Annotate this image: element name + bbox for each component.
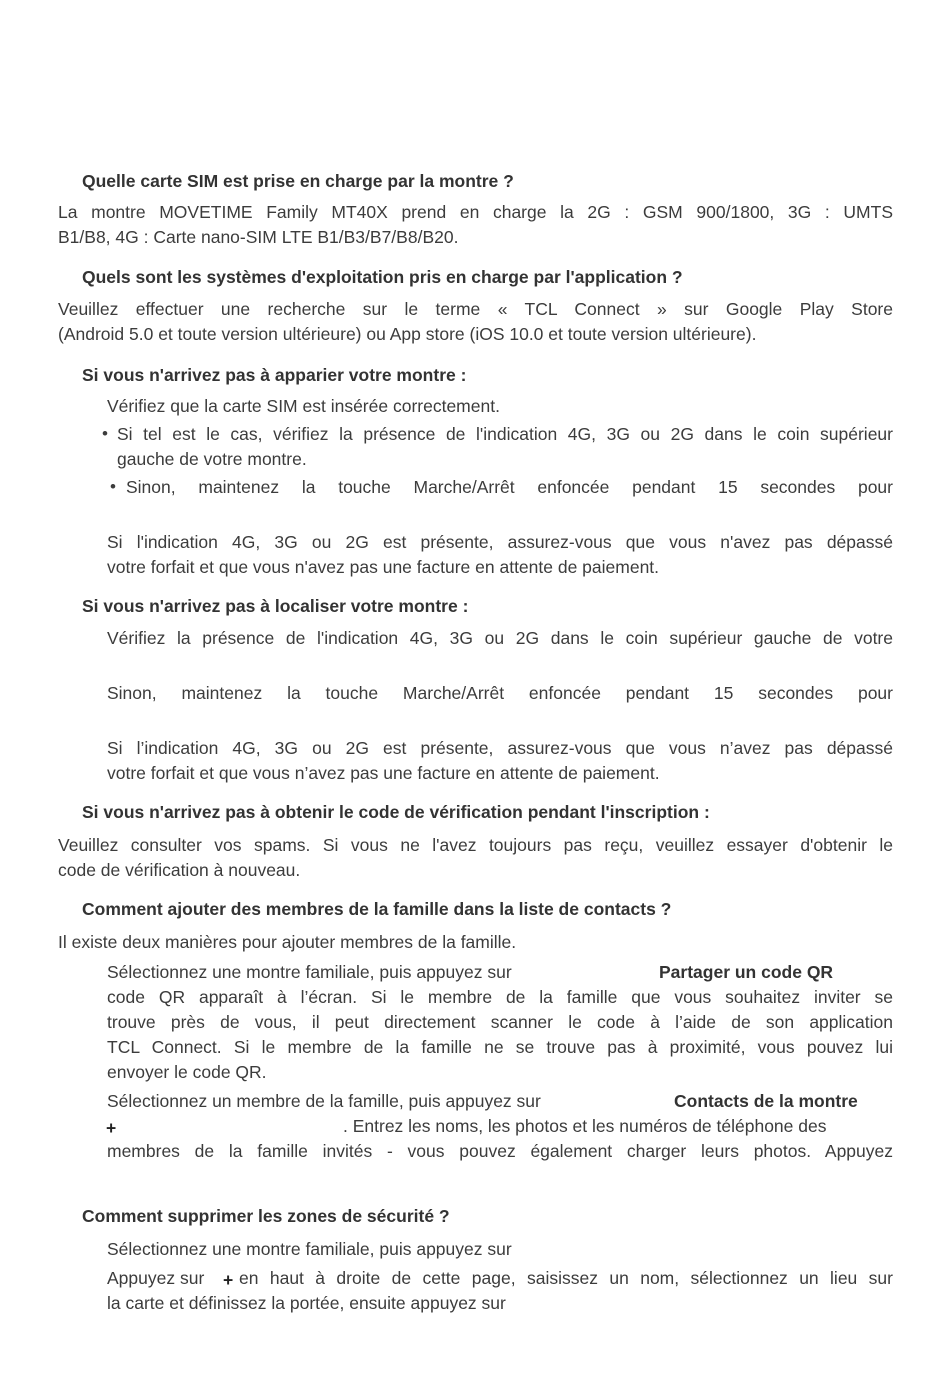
heading-safe-zones: Comment supprimer les zones de sécurité ? xyxy=(82,1206,450,1226)
zones-text-line: Appuyez sur xyxy=(107,1268,205,1288)
pairing-bullet-line: gauche de votre montre. xyxy=(117,449,307,469)
verification-text-line: code de vérification à nouveau. xyxy=(58,860,301,880)
os-text-line: (Android 5.0 et toute version ultérieure) ou App store (iOS 10.0 et toute version ultérieure). xyxy=(58,324,757,344)
family-method-a-line: trouve près de vous, il peut directement scanner le code à l’aide de son application xyxy=(107,1012,893,1032)
family-method-a-line: envoyer le code QR. xyxy=(107,1062,267,1082)
pairing-bullet-line: Si tel est le cas, vérifiez la présence de l'indication 4G, 3G ou 2G dans le coin supérieur xyxy=(117,424,893,444)
locate-text-line: votre forfait et que vous n’avez pas une facture en attente de paiement. xyxy=(107,763,660,783)
share-qr-code-label: Partager un code QR xyxy=(659,962,834,982)
pairing-network-line: votre forfait et que vous n'avez pas une facture en attente de paiement. xyxy=(107,557,660,577)
watch-contacts-label: Contacts de la montre xyxy=(674,1091,858,1111)
sim-text-line: La montre MOVETIME Family MT40X prend en charge la 2G : GSM 900/1800, 3G : UMTS xyxy=(58,202,893,222)
pairing-check-sim: Vérifiez que la carte SIM est insérée correctement. xyxy=(107,396,500,416)
sim-text-line: B1/B8, 4G : Carte nano-SIM LTE B1/B3/B7/B8/B20. xyxy=(58,227,459,247)
locate-text-line: Si l’indication 4G, 3G ou 2G est présente, assurez-vous que vous n’avez pas dépassé xyxy=(107,738,893,758)
family-method-b-line: membres de la famille invités - vous pouvez également charger leurs photos. Appuyez xyxy=(107,1141,893,1161)
family-method-a-line: code QR apparaît à l’écran. Si le membre de la famille que vous souhaitez inviter se xyxy=(107,987,893,1007)
heading-verification: Si vous n'arrivez pas à obtenir le code de vérification pendant l'inscription : xyxy=(82,802,710,822)
locate-text-line: Sinon, maintenez la touche Marche/Arrêt enfoncée pendant 15 secondes pour xyxy=(107,683,893,703)
family-method-a-line: Sélectionnez une montre familiale, puis appuyez sur xyxy=(107,962,512,982)
bullet-dot: • xyxy=(102,424,108,443)
heading-family: Comment ajouter des membres de la famille dans la liste de contacts ? xyxy=(82,899,672,919)
plus-icon: + xyxy=(106,1118,117,1138)
zones-text-line: en haut à droite de cette page, saisissez un nom, sélectionnez un lieu sur xyxy=(239,1268,893,1288)
family-method-a-line: TCL Connect. Si le membre de la famille ne se trouve pas à proximité, vous pouvez lui xyxy=(107,1037,893,1057)
family-intro: Il existe deux manières pour ajouter membres de la famille. xyxy=(58,932,517,952)
bullet-dot: • xyxy=(110,477,116,496)
locate-text-line: Vérifiez la présence de l'indication 4G, 3G ou 2G dans le coin supérieur gauche de votre xyxy=(107,628,893,648)
heading-pairing: Si vous n'arrivez pas à apparier votre montre : xyxy=(82,365,467,385)
heading-locate: Si vous n'arrivez pas à localiser votre montre : xyxy=(82,596,469,616)
zones-text-line: la carte et définissez la portée, ensuite appuyez sur xyxy=(107,1293,506,1313)
pairing-bullet-line: Sinon, maintenez la touche Marche/Arrêt enfoncée pendant 15 secondes pour xyxy=(126,477,893,497)
os-text-line: Veuillez effectuer une recherche sur le terme « TCL Connect » sur Google Play Store xyxy=(58,299,893,319)
family-method-b-line: . Entrez les noms, les photos et les numéros de téléphone des xyxy=(343,1116,827,1136)
verification-text-line: Veuillez consulter vos spams. Si vous ne l'avez toujours pas reçu, veuillez essayer d'obtenir le xyxy=(58,835,893,855)
plus-icon: + xyxy=(223,1270,234,1290)
family-method-b-line: Sélectionnez un membre de la famille, puis appuyez sur xyxy=(107,1091,541,1111)
heading-sim: Quelle carte SIM est prise en charge par la montre ? xyxy=(82,171,514,191)
pairing-network-line: Si l'indication 4G, 3G ou 2G est présente, assurez-vous que vous n'avez pas dépassé xyxy=(107,532,893,552)
heading-os: Quels sont les systèmes d'exploitation pris en charge par l'application ? xyxy=(82,267,683,287)
zones-text-line: Sélectionnez une montre familiale, puis appuyez sur xyxy=(107,1239,512,1259)
